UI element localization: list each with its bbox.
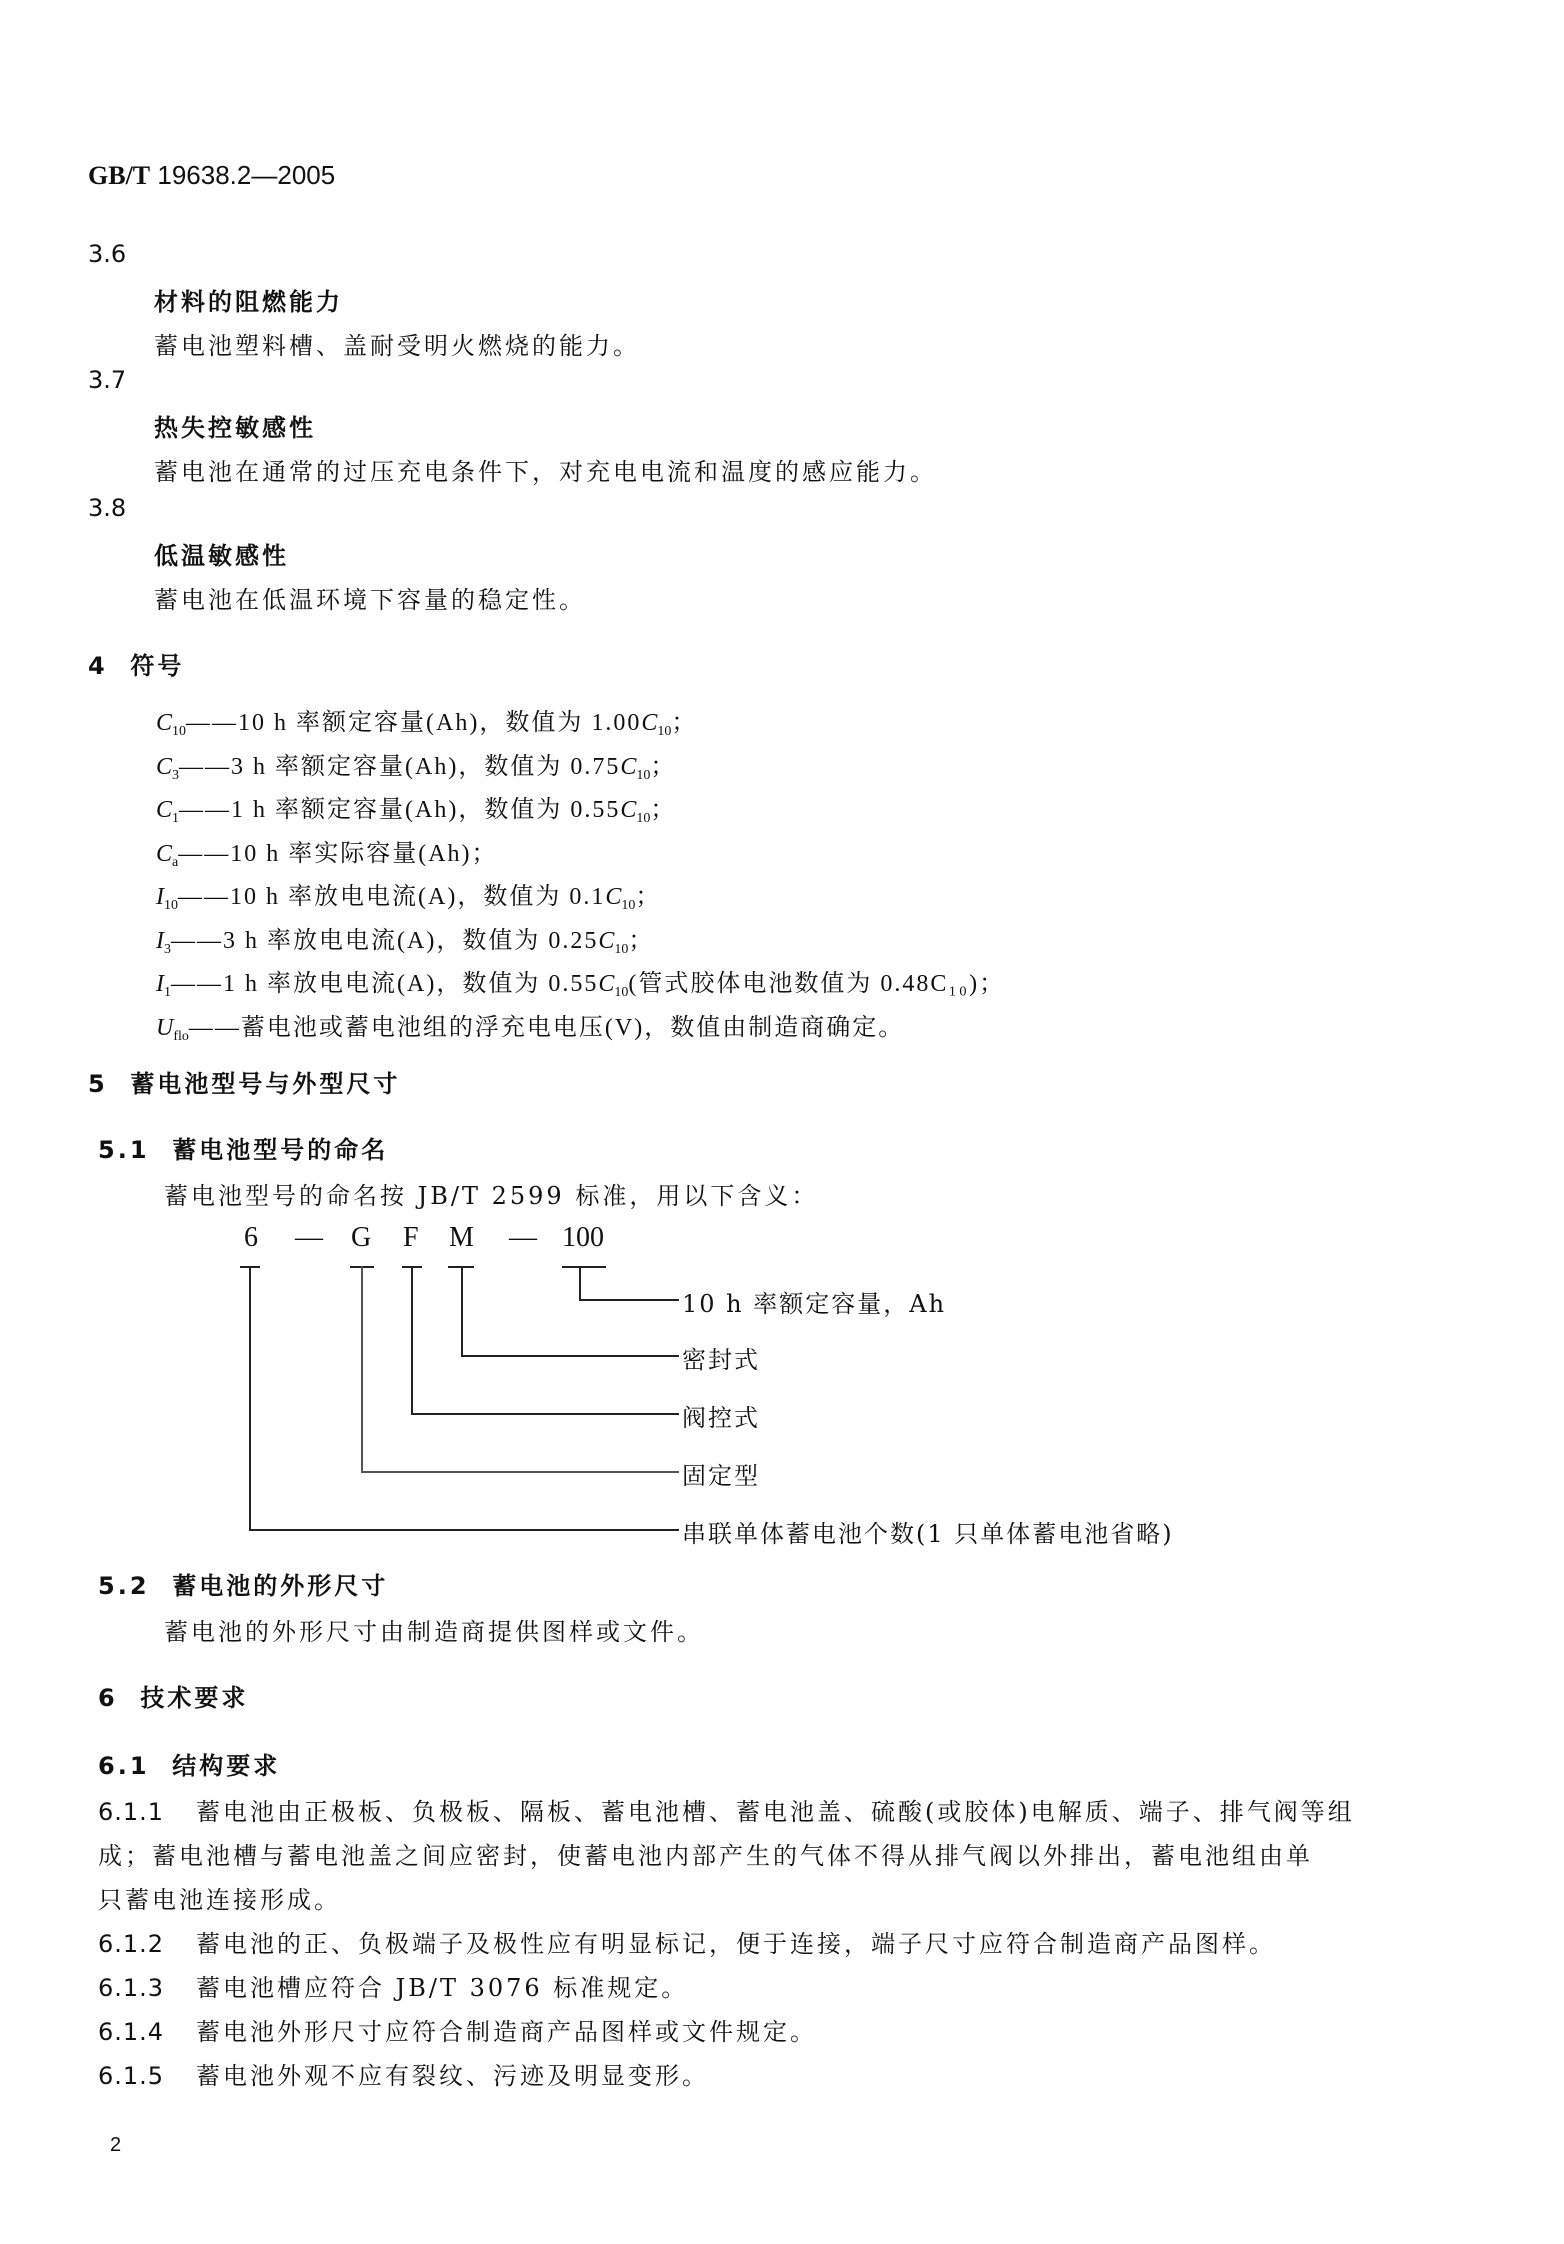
tail-symbol-subscript: 10 <box>657 724 672 739</box>
tail-symbol-letter: C <box>620 797 637 823</box>
diagram-char-f: F <box>403 1222 419 1253</box>
symbol-subscript: flo <box>173 1028 189 1044</box>
symbol-end: ； <box>628 927 655 954</box>
term-heading-3-7: 热失控敏感性 <box>154 414 316 442</box>
standard-header <box>88 160 335 191</box>
symbol-description: ——1 h 率额定容量(Ah)，数值为 0.55 <box>179 797 621 823</box>
symbol-definition <box>156 833 498 871</box>
section-heading-5-2: 5.2 蓄电池的外形尺寸 <box>98 1572 389 1600</box>
naming-intro: 蓄电池型号的命名按 JB/T 2599 标准，用以下含义： <box>164 1182 819 1210</box>
symbol-subscript: a <box>172 854 179 870</box>
page-number: 2 <box>110 2134 122 2156</box>
tail-symbol-subscript: 10 <box>621 898 636 913</box>
symbol-description: ——10 h 率放电电流(A)，数值为 0.1 <box>178 884 606 910</box>
symbol-description: ——3 h 率放电电流(A)，数值为 0.25 <box>171 927 599 954</box>
symbol-description: ——10 h 率实际容量(Ah)； <box>178 840 498 867</box>
requirement-number: 6.1.4 <box>98 2018 165 2046</box>
leader-vertical-g <box>361 1266 363 1472</box>
symbol-letter: I <box>156 884 164 910</box>
symbol-subscript: 1 <box>164 985 171 1000</box>
symbol-description: ——蓄电池或蓄电池组的浮充电电压(V)，数值由制造商确定。 <box>188 1014 905 1041</box>
requirement-item <box>98 2056 709 2091</box>
requirement-item <box>98 1924 1276 1959</box>
diagram-char-m: M <box>449 1222 474 1253</box>
leader-horizontal-100 <box>579 1299 679 1301</box>
tail-symbol-subscript: 10 <box>636 767 651 783</box>
symbol-letter: C <box>156 797 173 823</box>
symbol-description: ——1 h 率放电电流(A)，数值为 0.55 <box>171 971 599 997</box>
requirement-text: 只蓄电池连接形成。 <box>98 1886 341 1914</box>
section-heading-5-1: 5.1 蓄电池型号的命名 <box>98 1136 389 1164</box>
requirement-text: 蓄电池外观不应有裂纹、污迹及明显变形。 <box>195 2062 709 2090</box>
requirement-text: 蓄电池外形尺寸应符合制造商产品图样或文件规定。 <box>195 2018 817 2046</box>
clause-number-3-7: 3.7 <box>88 366 127 394</box>
requirement-text: 成；蓄电池槽与蓄电池盖之间应密封，使蓄电池内部产生的气体不得从排气阀以外排出，蓄电池组由单 <box>98 1842 1313 1870</box>
symbol-letter: I <box>156 971 164 997</box>
requirement-number: 6.1.1 <box>98 1798 165 1826</box>
leader-horizontal-m <box>461 1355 679 1357</box>
diagram-char-dash-2: — <box>509 1222 537 1253</box>
tail-symbol-subscript: 10 <box>636 811 651 826</box>
requirement-text: 蓄电池由正极板、负极板、隔板、蓄电池槽、蓄电池盖、硫酸(或胶体)电解质、端子、排气阀等组 <box>195 1798 1355 1826</box>
clause-number-3-8: 3.8 <box>88 494 127 522</box>
tail-symbol-letter: C <box>641 710 658 736</box>
section-heading-4: 4 符号 <box>88 652 185 680</box>
symbol-definition <box>156 789 676 827</box>
requirement-continuation <box>98 1880 341 1915</box>
symbol-end: (管式胶体电池数值为 0.48C₁₀)； <box>628 971 1006 997</box>
symbol-definition <box>156 702 697 740</box>
symbol-definition <box>156 963 1005 1001</box>
symbol-definition <box>156 1007 904 1045</box>
tail-symbol-subscript: 10 <box>614 985 629 1000</box>
symbol-subscript: 3 <box>164 941 171 957</box>
diagram-char-g: G <box>351 1222 372 1253</box>
symbol-subscript: 10 <box>172 724 187 739</box>
tail-symbol-letter: C <box>620 753 637 780</box>
label-cell-count: 串联单体蓄电池个数(1 只单体蓄电池省略) <box>682 1520 1174 1548</box>
diagram-char-cells: 6 <box>244 1222 258 1253</box>
requirement-item <box>98 2012 817 2047</box>
leader-vertical-100 <box>579 1266 581 1300</box>
dimensions-text: 蓄电池的外形尺寸由制造商提供图样或文件。 <box>164 1618 704 1646</box>
section-heading-6: 6 技术要求 <box>98 1684 249 1712</box>
underline-100 <box>562 1266 606 1268</box>
clause-number-3-6: 3.6 <box>88 240 127 268</box>
label-valve-regulated: 阀控式 <box>682 1404 760 1432</box>
tail-symbol-letter: C <box>605 884 622 910</box>
symbol-letter: I <box>156 927 164 954</box>
leader-horizontal-f <box>411 1413 679 1415</box>
requirement-item <box>98 1792 1355 1827</box>
symbol-letter: C <box>156 753 173 780</box>
leader-vertical-6 <box>249 1266 251 1530</box>
requirement-number: 6.1.3 <box>98 1974 165 2002</box>
term-definition-3-6: 蓄电池塑料槽、盖耐受明火燃烧的能力。 <box>154 332 640 360</box>
symbol-definition <box>156 746 676 784</box>
requirement-number: 6.1.5 <box>98 2062 165 2090</box>
section-heading-6-1: 6.1 结构要求 <box>98 1752 281 1780</box>
symbol-letter: C <box>156 710 173 736</box>
symbol-subscript: 10 <box>164 898 178 913</box>
symbol-subscript: 1 <box>172 811 180 826</box>
standard-prefix: GB/T <box>88 161 151 190</box>
standard-code: 19638.2—2005 <box>157 160 336 190</box>
term-heading-3-8: 低温敏感性 <box>154 542 289 570</box>
symbol-description: ——3 h 率额定容量(Ah)，数值为 0.75 <box>179 753 621 780</box>
label-sealed: 密封式 <box>682 1346 760 1374</box>
tail-symbol-letter: C <box>598 927 615 954</box>
symbol-end: ； <box>650 753 677 780</box>
leader-vertical-m <box>461 1266 463 1356</box>
section-heading-5: 5 蓄电池型号与外型尺寸 <box>88 1070 401 1098</box>
requirement-text: 蓄电池槽应符合 JB/T 3076 标准规定。 <box>195 1974 689 2002</box>
requirement-item <box>98 1968 688 2003</box>
symbol-definition <box>156 920 654 958</box>
requirement-number: 6.1.2 <box>98 1930 165 1958</box>
symbol-description: ——10 h 率额定容量(Ah)，数值为 1.00 <box>186 710 642 736</box>
term-definition-3-8: 蓄电池在低温环境下容量的稳定性。 <box>154 586 586 614</box>
diagram-char-dash-1: — <box>295 1222 323 1253</box>
diagram-char-capacity: 100 <box>562 1222 604 1253</box>
tail-symbol-subscript: 10 <box>614 941 629 957</box>
leader-horizontal-6 <box>249 1529 679 1531</box>
symbol-end: ； <box>650 797 677 823</box>
tail-symbol-letter: C <box>598 971 615 997</box>
symbol-definition <box>156 876 661 914</box>
leader-horizontal-g <box>361 1471 679 1473</box>
label-stationary: 固定型 <box>682 1462 760 1490</box>
symbol-end: ； <box>635 884 662 910</box>
term-definition-3-7: 蓄电池在通常的过压充电条件下，对充电电流和温度的感应能力。 <box>154 458 937 486</box>
label-rated-capacity: 10 h 率额定容量，Ah <box>682 1290 947 1318</box>
symbol-letter: C <box>156 840 173 867</box>
symbol-subscript: 3 <box>172 767 180 783</box>
term-heading-3-6: 材料的阻燃能力 <box>154 288 343 316</box>
requirement-text: 蓄电池的正、负极端子及极性应有明显标记，便于连接，端子尺寸应符合制造商产品图样。 <box>195 1930 1276 1958</box>
symbol-end: ； <box>671 710 698 736</box>
symbol-letter: U <box>156 1014 174 1041</box>
requirement-continuation <box>98 1836 1313 1871</box>
leader-vertical-f <box>411 1266 413 1414</box>
